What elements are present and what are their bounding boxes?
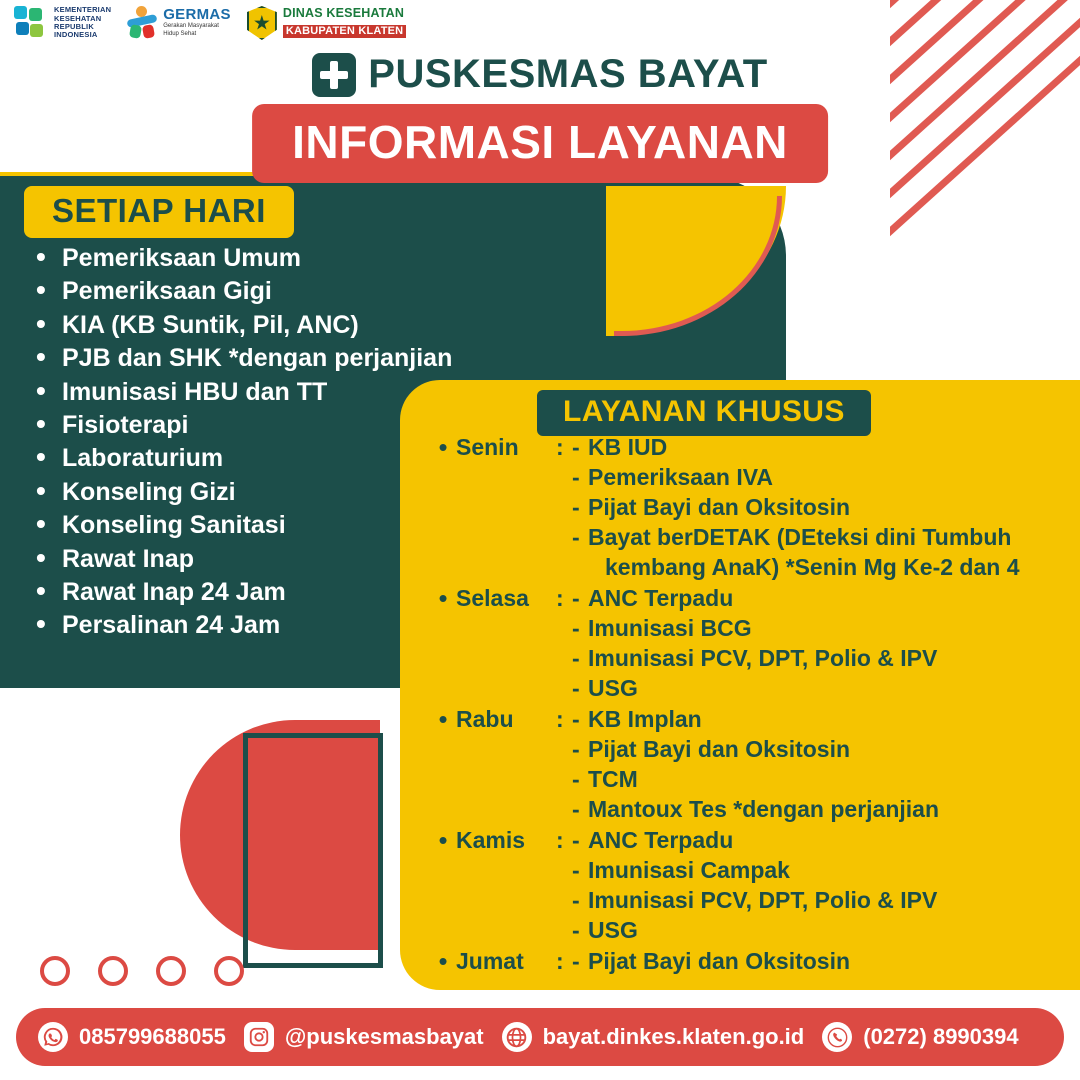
dash-marker: - (572, 887, 580, 913)
kemenkes-logo-text (54, 6, 111, 40)
dash-marker: - (572, 706, 580, 732)
banner-label: INFORMASI LAYANAN (292, 116, 788, 168)
service-item-text: USG (588, 917, 638, 943)
list-item: • Fisioterapi (26, 409, 452, 442)
special-heading-label: LAYANAN KHUSUS (563, 395, 845, 428)
service-item-label (588, 885, 1070, 915)
service-item-text: Bayat berDETAK (DEteksi dini Tumbuh (588, 524, 1012, 550)
service-item-label (588, 432, 1070, 462)
dash-marker: - (572, 857, 580, 883)
service-item (572, 643, 1070, 673)
service-item (572, 704, 1070, 734)
list-item: • Konseling Gizi (26, 476, 452, 509)
service-item-label (588, 583, 1070, 613)
phone-icon (822, 1022, 852, 1052)
bullet-icon: • (438, 432, 448, 462)
day-items (572, 583, 1070, 703)
dinkes-logo-text (283, 7, 406, 38)
service-item-text: Imunisasi PCV, DPT, Polio & IPV (588, 887, 938, 913)
service-item-text: Imunisasi BCG (588, 615, 752, 641)
dash-marker: - (572, 434, 580, 460)
service-item (572, 764, 1070, 794)
service-item (572, 734, 1070, 764)
list-item: • Persalinan 24 Jam (26, 609, 452, 642)
list-item: • Laboraturium (26, 442, 452, 475)
dash-marker: - (572, 948, 580, 974)
bullet-icon: • (438, 583, 448, 613)
service-item-label (588, 522, 1070, 582)
bullet-icon: • (438, 946, 448, 976)
dash-marker: - (572, 464, 580, 490)
dinkes-line-1: DINAS KESEHATAN (282, 6, 405, 21)
service-item (572, 794, 1070, 824)
service-item-label (588, 492, 1070, 522)
logo-bar (14, 6, 406, 40)
day-name: Kamis (456, 827, 526, 853)
service-item (572, 915, 1070, 945)
contact-footer (16, 1008, 1064, 1066)
germas-sub-2: Hidup Sehat (163, 30, 197, 37)
globe-icon (502, 1022, 532, 1052)
medical-cross-icon (312, 53, 356, 97)
day-row (430, 946, 1070, 976)
day-colon: : (556, 585, 564, 611)
kemenkes-logo-icon (14, 6, 48, 40)
list-item: • Pemeriksaan Gigi (26, 275, 452, 308)
day-name: Selasa (456, 585, 529, 611)
service-item-text: Pijat Bayi dan Oksitosin (588, 494, 851, 520)
dash-marker: - (572, 827, 580, 853)
bullet-icon: • (438, 704, 448, 734)
service-item-text: TCM (588, 766, 638, 792)
dash-marker: - (572, 796, 580, 822)
service-item (572, 432, 1070, 462)
germas-title: GERMAS (163, 5, 231, 23)
service-item-text: Pijat Bayi dan Oksitosin (588, 736, 851, 762)
service-item-label (588, 794, 1070, 824)
service-item (572, 613, 1070, 643)
daily-heading-label: SETIAP HARI (52, 192, 266, 229)
germas-logo-icon (127, 6, 157, 38)
instagram-icon (244, 1022, 274, 1052)
germas-sub-1: Gerakan Masyarakat (163, 22, 219, 29)
service-item-label (588, 915, 1070, 945)
service-item-label (588, 825, 1070, 855)
contact-phone[interactable] (822, 1022, 1018, 1052)
service-item (572, 522, 1070, 582)
service-item-label (588, 855, 1070, 885)
dash-marker: - (572, 766, 580, 792)
list-item: • KIA (KB Suntik, Pil, ANC) (26, 309, 452, 342)
dinkes-logo-icon (247, 6, 277, 40)
service-item (572, 673, 1070, 703)
dash-marker: - (572, 524, 580, 550)
service-item-text: KB Implan (588, 706, 702, 732)
dash-marker: - (572, 615, 580, 641)
kemenkes-line-3: REPUBLIK (54, 22, 94, 31)
list-item: • Konseling Sanitasi (26, 509, 452, 542)
service-item-text: Imunisasi Campak (588, 857, 790, 883)
list-item: • Rawat Inap (26, 543, 452, 576)
list-item: • Rawat Inap 24 Jam (26, 576, 452, 609)
page-title: PUSKESMAS BAYAT (368, 52, 768, 96)
day-row (430, 432, 1070, 582)
service-item (572, 492, 1070, 522)
list-item: • PJB dan SHK *dengan perjanjian (26, 342, 452, 375)
special-services-list (430, 432, 1070, 977)
day-items (572, 432, 1070, 582)
daily-services-list (26, 242, 452, 643)
day-row (430, 583, 1070, 703)
kemenkes-line-2: KESEHATAN (54, 13, 102, 23)
logo-kemenkes (14, 6, 111, 40)
logo-dinkes (247, 6, 406, 40)
service-item-label (588, 704, 1070, 734)
teal-square-outline-decoration (243, 733, 383, 968)
logo-germas (127, 6, 231, 38)
circles-decoration (40, 956, 244, 986)
bullet-icon: • (438, 825, 448, 855)
kemenkes-line-1: KEMENTERIAN (54, 5, 112, 15)
whatsapp-icon (38, 1022, 68, 1052)
day-colon: : (556, 948, 564, 974)
service-item-text: Pemeriksaan IVA (588, 464, 773, 490)
day-items (572, 825, 1070, 945)
service-item-label (588, 673, 1070, 703)
day-colon: : (556, 706, 564, 732)
service-item (572, 946, 1070, 976)
dinkes-line-2: KABUPATEN KLATEN (283, 25, 406, 38)
service-item-text: Imunisasi PCV, DPT, Polio & IPV (588, 645, 938, 671)
service-item-text: Pijat Bayi dan Oksitosin (588, 948, 851, 974)
day-items (572, 946, 1070, 976)
day-items (572, 704, 1070, 824)
kemenkes-line-4: INDONESIA (54, 30, 98, 40)
day-name: Senin (456, 434, 519, 460)
phone-number: (0272) 8990394 (863, 1024, 1019, 1049)
service-item-text: KB IUD (588, 434, 668, 460)
service-item (572, 885, 1070, 915)
service-item-label (588, 946, 1070, 976)
contact-whatsapp[interactable] (38, 1022, 226, 1052)
day-row (430, 704, 1070, 824)
dash-marker: - (572, 645, 580, 671)
list-item: • Pemeriksaan Umum (26, 242, 452, 275)
contact-instagram[interactable] (244, 1022, 484, 1052)
special-heading (537, 390, 871, 436)
germas-logo-text (163, 7, 231, 37)
brand-row (0, 52, 1080, 97)
dash-marker: - (572, 494, 580, 520)
contact-website[interactable] (502, 1022, 805, 1052)
service-item (572, 462, 1070, 492)
day-name: Jumat (456, 948, 524, 974)
service-item-text: ANC Terpadu (588, 585, 734, 611)
website-url: bayat.dinkes.klaten.go.id (542, 1024, 805, 1049)
service-item-text: USG (588, 675, 638, 701)
service-item-continuation: kembang AnaK) *Senin Mg Ke-2 dan 4 (605, 554, 1020, 580)
service-item (572, 825, 1070, 855)
service-item-label (588, 643, 1070, 673)
dash-marker: - (572, 585, 580, 611)
day-row (430, 825, 1070, 945)
service-item-text: ANC Terpadu (588, 827, 734, 853)
service-item-label (588, 764, 1070, 794)
list-item: • Imunisasi HBU dan TT (26, 376, 452, 409)
banner-informasi-layanan (252, 104, 828, 183)
service-item-label (588, 734, 1070, 764)
daily-heading (24, 186, 294, 238)
dash-marker: - (572, 736, 580, 762)
service-item (572, 583, 1070, 613)
service-item-text: Mantoux Tes *dengan perjanjian (588, 796, 940, 822)
service-item (572, 855, 1070, 885)
instagram-handle: @puskesmasbayat (284, 1024, 484, 1049)
day-name: Rabu (456, 706, 514, 732)
dash-marker: - (572, 675, 580, 701)
day-colon: : (556, 827, 564, 853)
service-item-label (588, 613, 1070, 643)
whatsapp-number: 085799688055 (79, 1024, 226, 1049)
day-colon: : (556, 434, 564, 460)
dash-marker: - (572, 917, 580, 943)
service-item-label (588, 462, 1070, 492)
